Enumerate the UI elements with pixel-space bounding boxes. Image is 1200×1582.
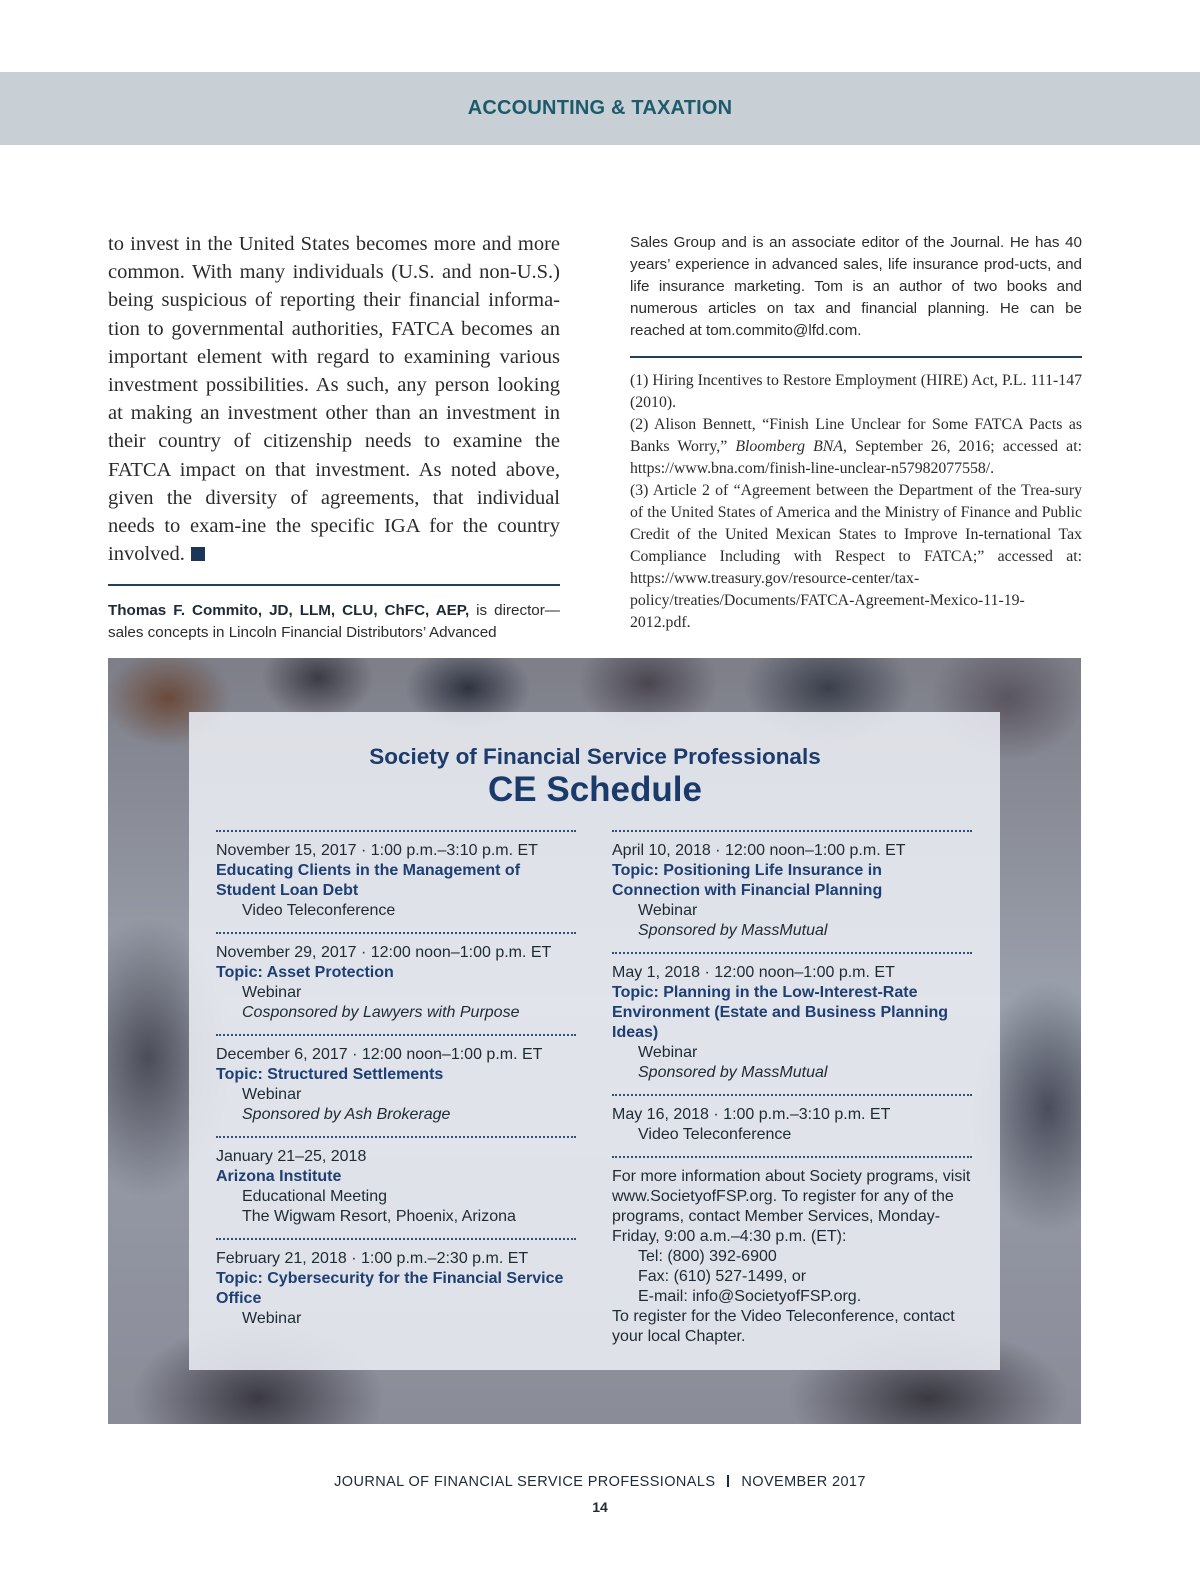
author-bio-start [108,600,560,644]
event-date: May 16, 2018 · 1:00 p.m.–3:10 p.m. ET [612,1106,891,1123]
event-topic: Topic: Asset Protection [216,964,394,981]
event-date: December 6, 2017 · 12:00 noon–1:00 p.m. ET [216,1046,543,1063]
schedule-entry [216,832,576,932]
event-date: May 1, 2018 · 12:00 noon–1:00 p.m. ET [612,964,895,981]
ce-schedule-card [189,712,1000,1370]
event-topic: Educating Clients in the Management of Student Loan Debt [216,862,521,899]
event-location: The Wigwam Resort, Phoenix, Arizona [242,1208,516,1225]
divider-rule [108,584,560,586]
page-footer [0,1474,1200,1490]
info-closing: To register for the Video Teleconference, contact your local Chapter. [612,1308,955,1345]
event-sponsor: Sponsored by Ash Brokerage [242,1106,451,1123]
author-bio-text: is director—sales concepts in Lincoln Financial Distributors’ Advanced [108,602,560,642]
schedule-entry [612,832,972,952]
schedule-entry [216,934,576,1034]
event-topic: Topic: Structured Settlements [216,1066,444,1083]
info-intro: For more information about Society programs, visit www.SocietyofFSP.org. To register for any of the programs, contact Member Services, Monday-Friday, 9:00 a.m.–4:30 p.m. (ET): [612,1168,971,1245]
event-sponsor: Sponsored by MassMutual [638,1064,828,1081]
section-header-band [0,72,1200,145]
event-topic: Topic: Positioning Life Insurance in Connection with Financial Planning [612,862,883,899]
event-topic: Arizona Institute [216,1168,342,1185]
endnote-1: (1) Hiring Incentives to Restore Employment (HIRE) Act, P.L. 111-147 (2010). [630,372,1082,411]
footer-separator [727,1475,729,1487]
event-sponsor: Cosponsored by Lawyers with Purpose [242,1004,520,1021]
author-name: Thomas F. Commito, JD, LLM, CLU, ChFC, AEP, [108,602,470,620]
event-format: Webinar [638,902,698,919]
event-date: November 29, 2017 · 12:00 noon–1:00 p.m. ET [216,944,552,961]
info-fax: Fax: (610) 527-1499, or [638,1268,807,1285]
event-date: February 21, 2018 · 1:00 p.m.–2:30 p.m. ET [216,1250,529,1267]
issue-date: NOVEMBER 2017 [741,1474,866,1490]
registration-info [612,1158,972,1347]
event-format: Educational Meeting [242,1188,387,1205]
article-paragraph [108,230,560,568]
event-format: Webinar [242,1310,302,1327]
ce-schedule-ad [108,658,1081,1424]
event-format: Webinar [242,984,302,1001]
schedule-entry [216,1240,576,1340]
schedule-entry [216,1036,576,1136]
left-column [108,230,560,644]
schedule-left-column [216,830,576,1340]
divider-rule [630,356,1082,358]
event-format: Video Teleconference [638,1126,792,1143]
schedule-entry [612,1096,972,1156]
event-date: November 15, 2017 · 1:00 p.m.–3:10 p.m. ET [216,842,538,859]
info-email: E-mail: info@SocietyofFSP.org. [638,1288,862,1305]
event-date: January 21–25, 2018 [216,1148,367,1165]
article-paragraph-text: to invest in the United States becomes more and more common. With many individuals (U.S. and non-U.S.) being suspicious of reporting their financial informa-tion to governmental authorities, FATCA becomes an important element with regard to examining various investment possibilities. As such, any person looking at making an investment other than an investment in their country of citizenship needs to examine the FATCA impact on that investment. As noted above, given the diversity of agreements, that individual needs to exam-ine the specific IGA for the country involved. [108,233,560,566]
event-topic: Topic: Planning in the Low-Interest-Rate Environment (Estate and Business Planning Ideas) [612,984,949,1041]
endnote-2-tail: , September 26, 2016; accessed at: https://www.bna.com/finish-line-unclear-n57982077558/. [630,438,1082,477]
info-tel: Tel: (800) 392-6900 [638,1248,777,1265]
author-bio-continued: Sales Group and is an associate editor of the Journal. He has 40 years’ experience in advanced sales, life insurance prod-ucts, and life insurance marketing. Tom is an author of two books and numerous articles on tax and financial planning. He can be reached at tom.commito@lfd.com. [630,234,1082,339]
page-number: 14 [592,1499,608,1515]
end-of-article-mark [191,547,205,561]
schedule-right-column [612,830,972,1347]
endnotes [630,370,1082,634]
event-topic: Topic: Cybersecurity for the Financial Service Office [216,1270,564,1307]
schedule-entry [216,1138,576,1238]
schedule-entry [612,954,972,1094]
event-format: Webinar [242,1086,302,1103]
promo-org-name: Society of Financial Service Professionals [369,744,821,769]
endnote-2-text: (2) Alison Bennett, “Finish Line Unclear for Some FATCA Pacts as Banks Worry,” [630,416,1082,455]
endnote-2-publication: Bloomberg BNA [735,438,843,455]
endnote-3: (3) Article 2 of “Agreement between the Department of the Trea-sury of the United States of America and the Ministry of Finance and Public Credit of the United Mexican States to Improve In-ternational Tax Compliance Including with Respect to FATCA;” accessed at: https://www.treasury.gov/resource-center/tax-policy/treaties/Documents/FATCA-Agreement-Mexico-11-19-2012.pdf. [630,482,1082,631]
event-date: April 10, 2018 · 12:00 noon–1:00 p.m. ET [612,842,906,859]
right-column [630,232,1082,634]
endnote-2 [630,414,1082,480]
event-sponsor: Sponsored by MassMutual [638,922,828,939]
event-format: Video Teleconference [242,902,396,919]
journal-name: JOURNAL OF FINANCIAL SERVICE PROFESSIONALS [334,1474,716,1490]
section-title: ACCOUNTING & TAXATION [467,97,733,119]
event-format: Webinar [638,1044,698,1061]
promo-title: CE Schedule [488,770,702,809]
